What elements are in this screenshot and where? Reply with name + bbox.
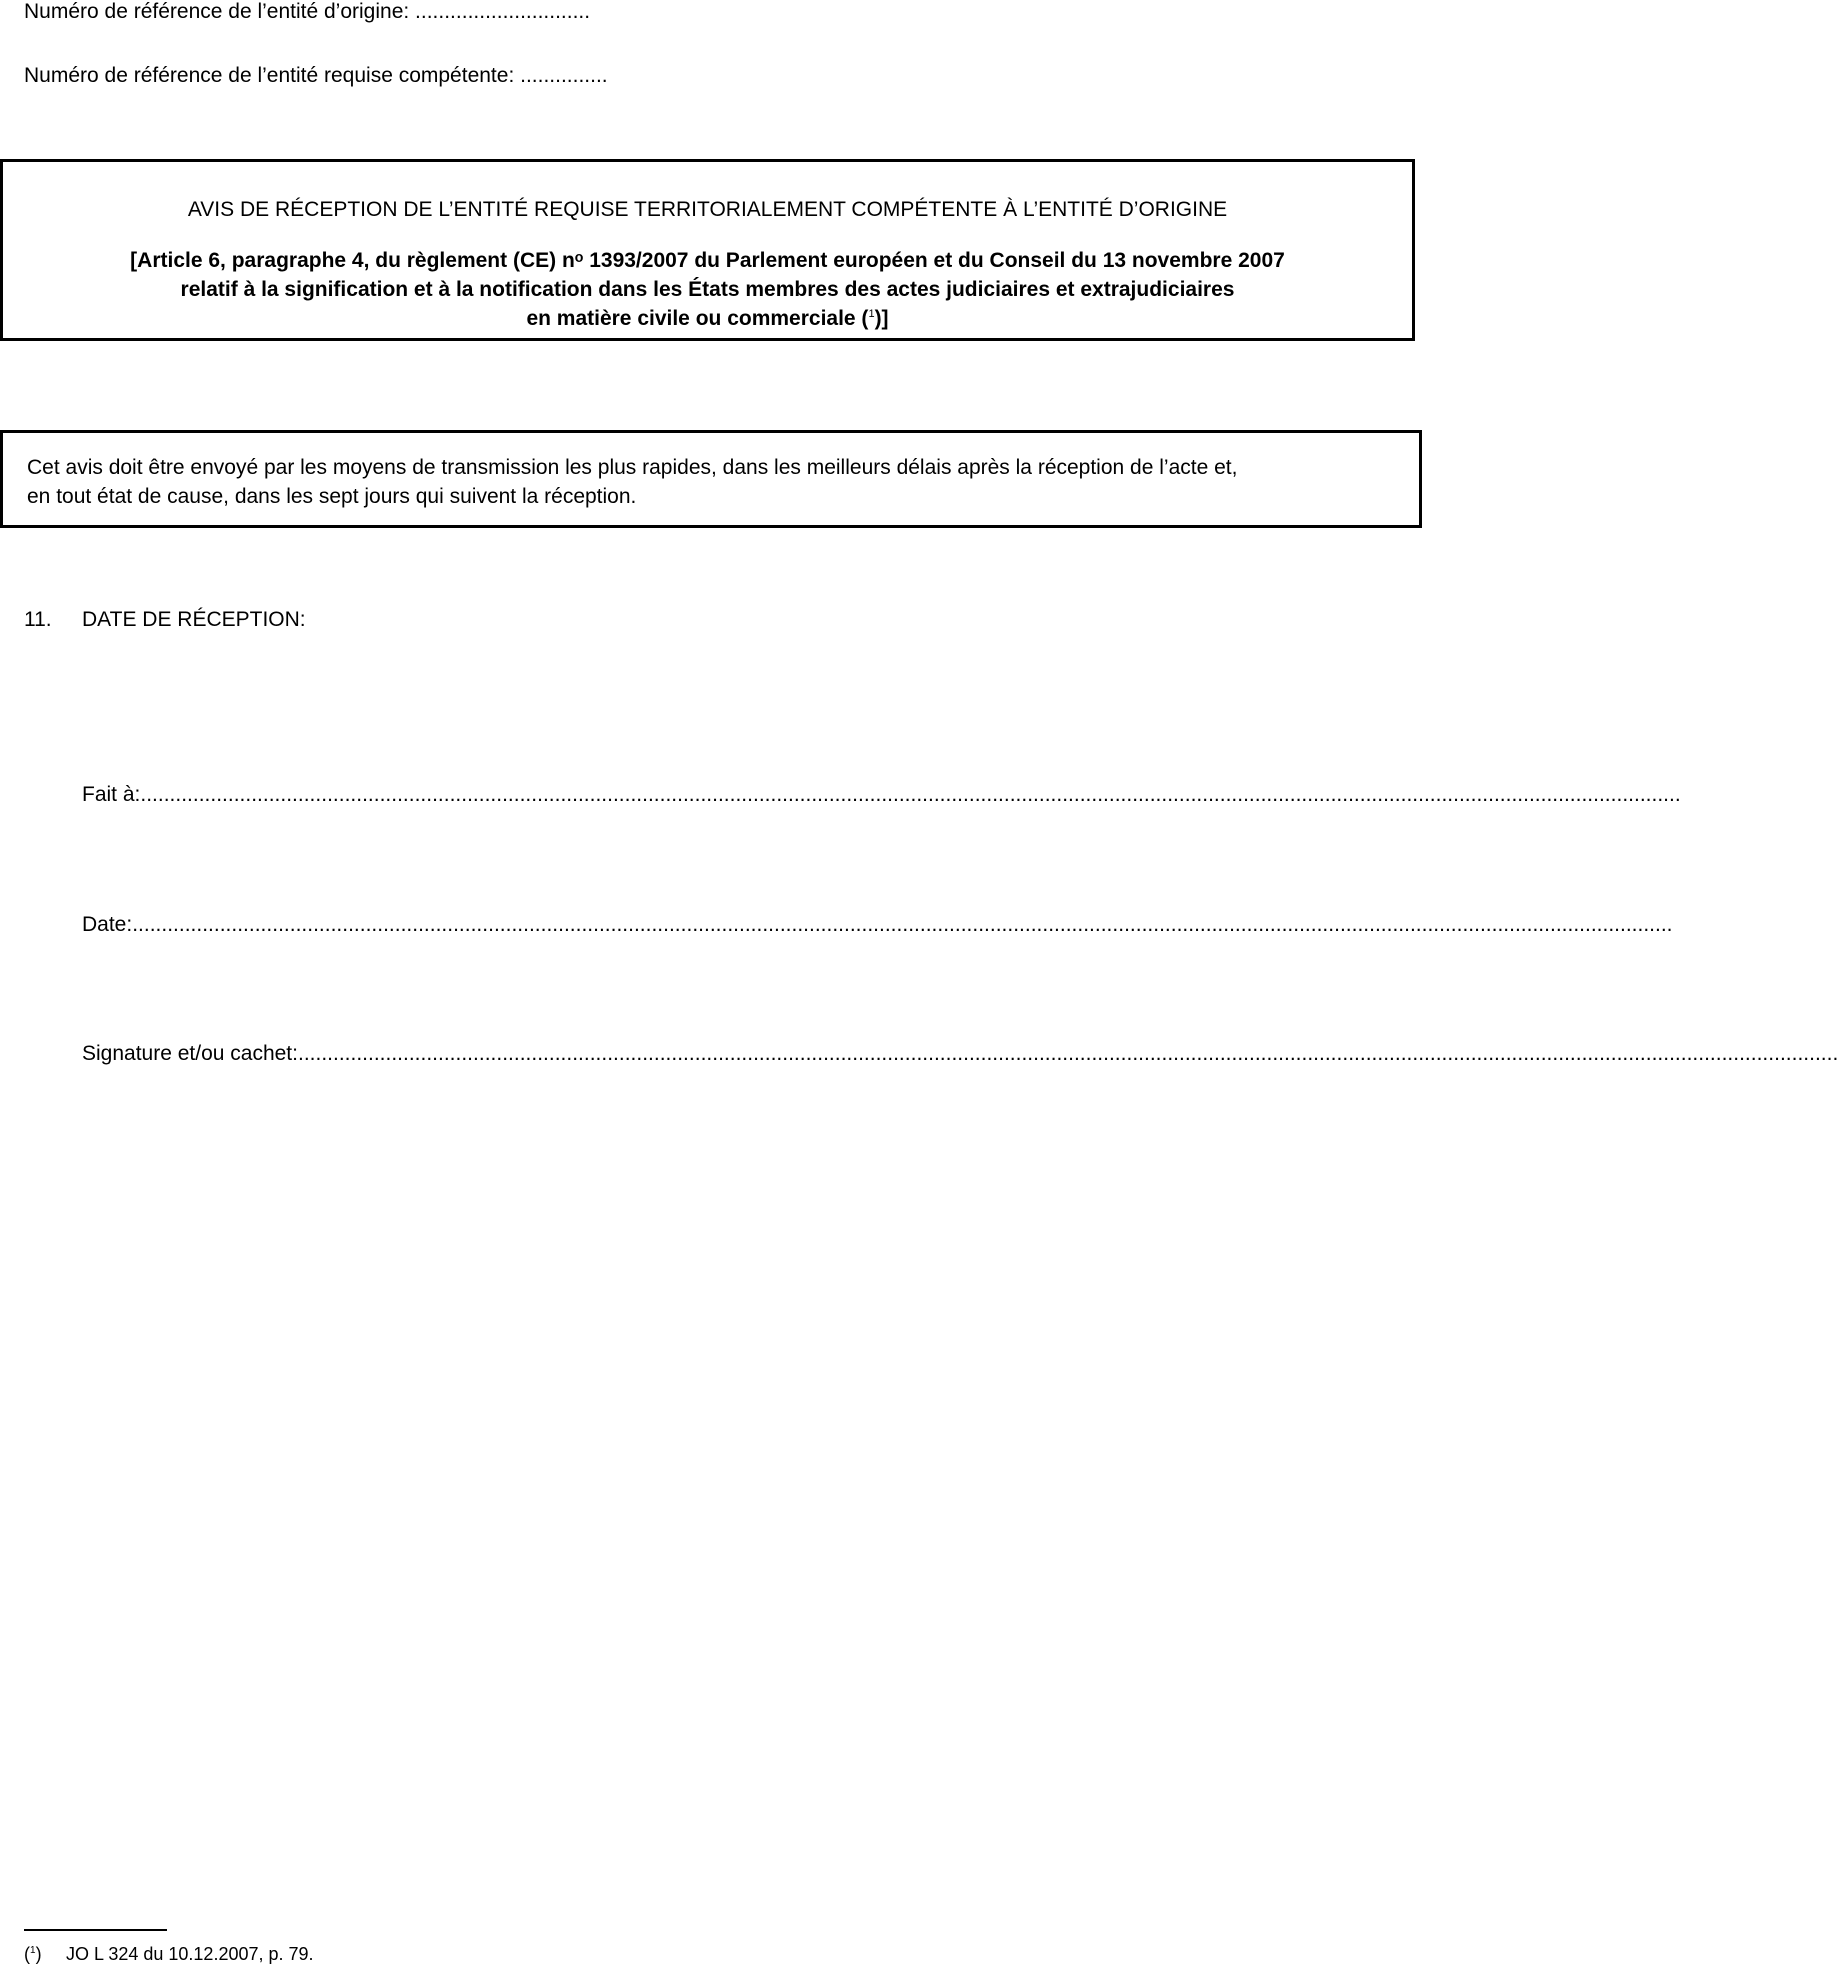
footnote-divider (24, 1929, 167, 1931)
date-label: Date: (82, 913, 133, 936)
footnote-mark (24, 1944, 42, 1965)
place-field[interactable] (82, 783, 1681, 807)
footnote-mark-close: ) (35, 1944, 42, 1964)
signature-label: Signature et/ou cachet: (82, 1042, 298, 1065)
notice-text (27, 453, 1237, 511)
legal-reference-line-3 (3, 304, 1412, 333)
legal-reference-line-3-end: )] (874, 307, 889, 330)
footnote-mark-sup: 1 (30, 1945, 36, 1956)
date-field[interactable] (82, 913, 1673, 937)
form-title: AVIS DE RÉCEPTION DE L’ENTITÉ REQUISE TERRITORIALEMENT COMPÉTENTE À L’ENTITÉ D’ORIGINE (187, 198, 1228, 221)
legal-reference (3, 246, 1412, 333)
place-leader[interactable]: ........................................................................................................................................................................................................................................................................ (140, 783, 1681, 806)
notice-line-1: Cet avis doit être envoyé par les moyens de transmission les plus rapides, dans les meilleurs délais après la réception de l’acte et, (27, 456, 1238, 479)
date-leader[interactable]: ........................................................................................................................................................................................................................................................................ (132, 913, 1673, 936)
reference-origin: Numéro de référence de l’entité d’origine: .............................. (24, 0, 591, 23)
reference-requested: Numéro de référence de l’entité requise compétente: ............... (24, 64, 608, 87)
footnote-ref: 1 (868, 308, 875, 320)
notice-box (0, 430, 1422, 528)
footnote-mark-open: ( (24, 1944, 30, 1964)
legal-reference-line-3-text: en matière civile ou commerciale ( (526, 307, 869, 330)
footnote-text: JO L 324 du 10.12.2007, p. 79. (66, 1944, 314, 1964)
title-box (0, 159, 1415, 341)
legal-reference-line-2: relatif à la signification et à la notification dans les États membres des actes judiciaires et extrajudiciaires (180, 278, 1235, 301)
signature-field[interactable] (82, 1042, 1838, 1066)
place-label: Fait à: (82, 783, 141, 806)
legal-reference-line-1: [Article 6, paragraphe 4, du règlement (CE) nᵒ 1393/2007 du Parlement européen et du Conseil du 13 novembre 2007 (130, 249, 1285, 272)
section-title: DATE DE RÉCEPTION: (82, 608, 306, 631)
section-number: 11. (24, 608, 52, 631)
signature-leader[interactable]: ........................................................................................................................................................................................................................................................................ (297, 1042, 1838, 1065)
notice-line-2: en tout état de cause, dans les sept jours qui suivent la réception. (27, 485, 637, 508)
